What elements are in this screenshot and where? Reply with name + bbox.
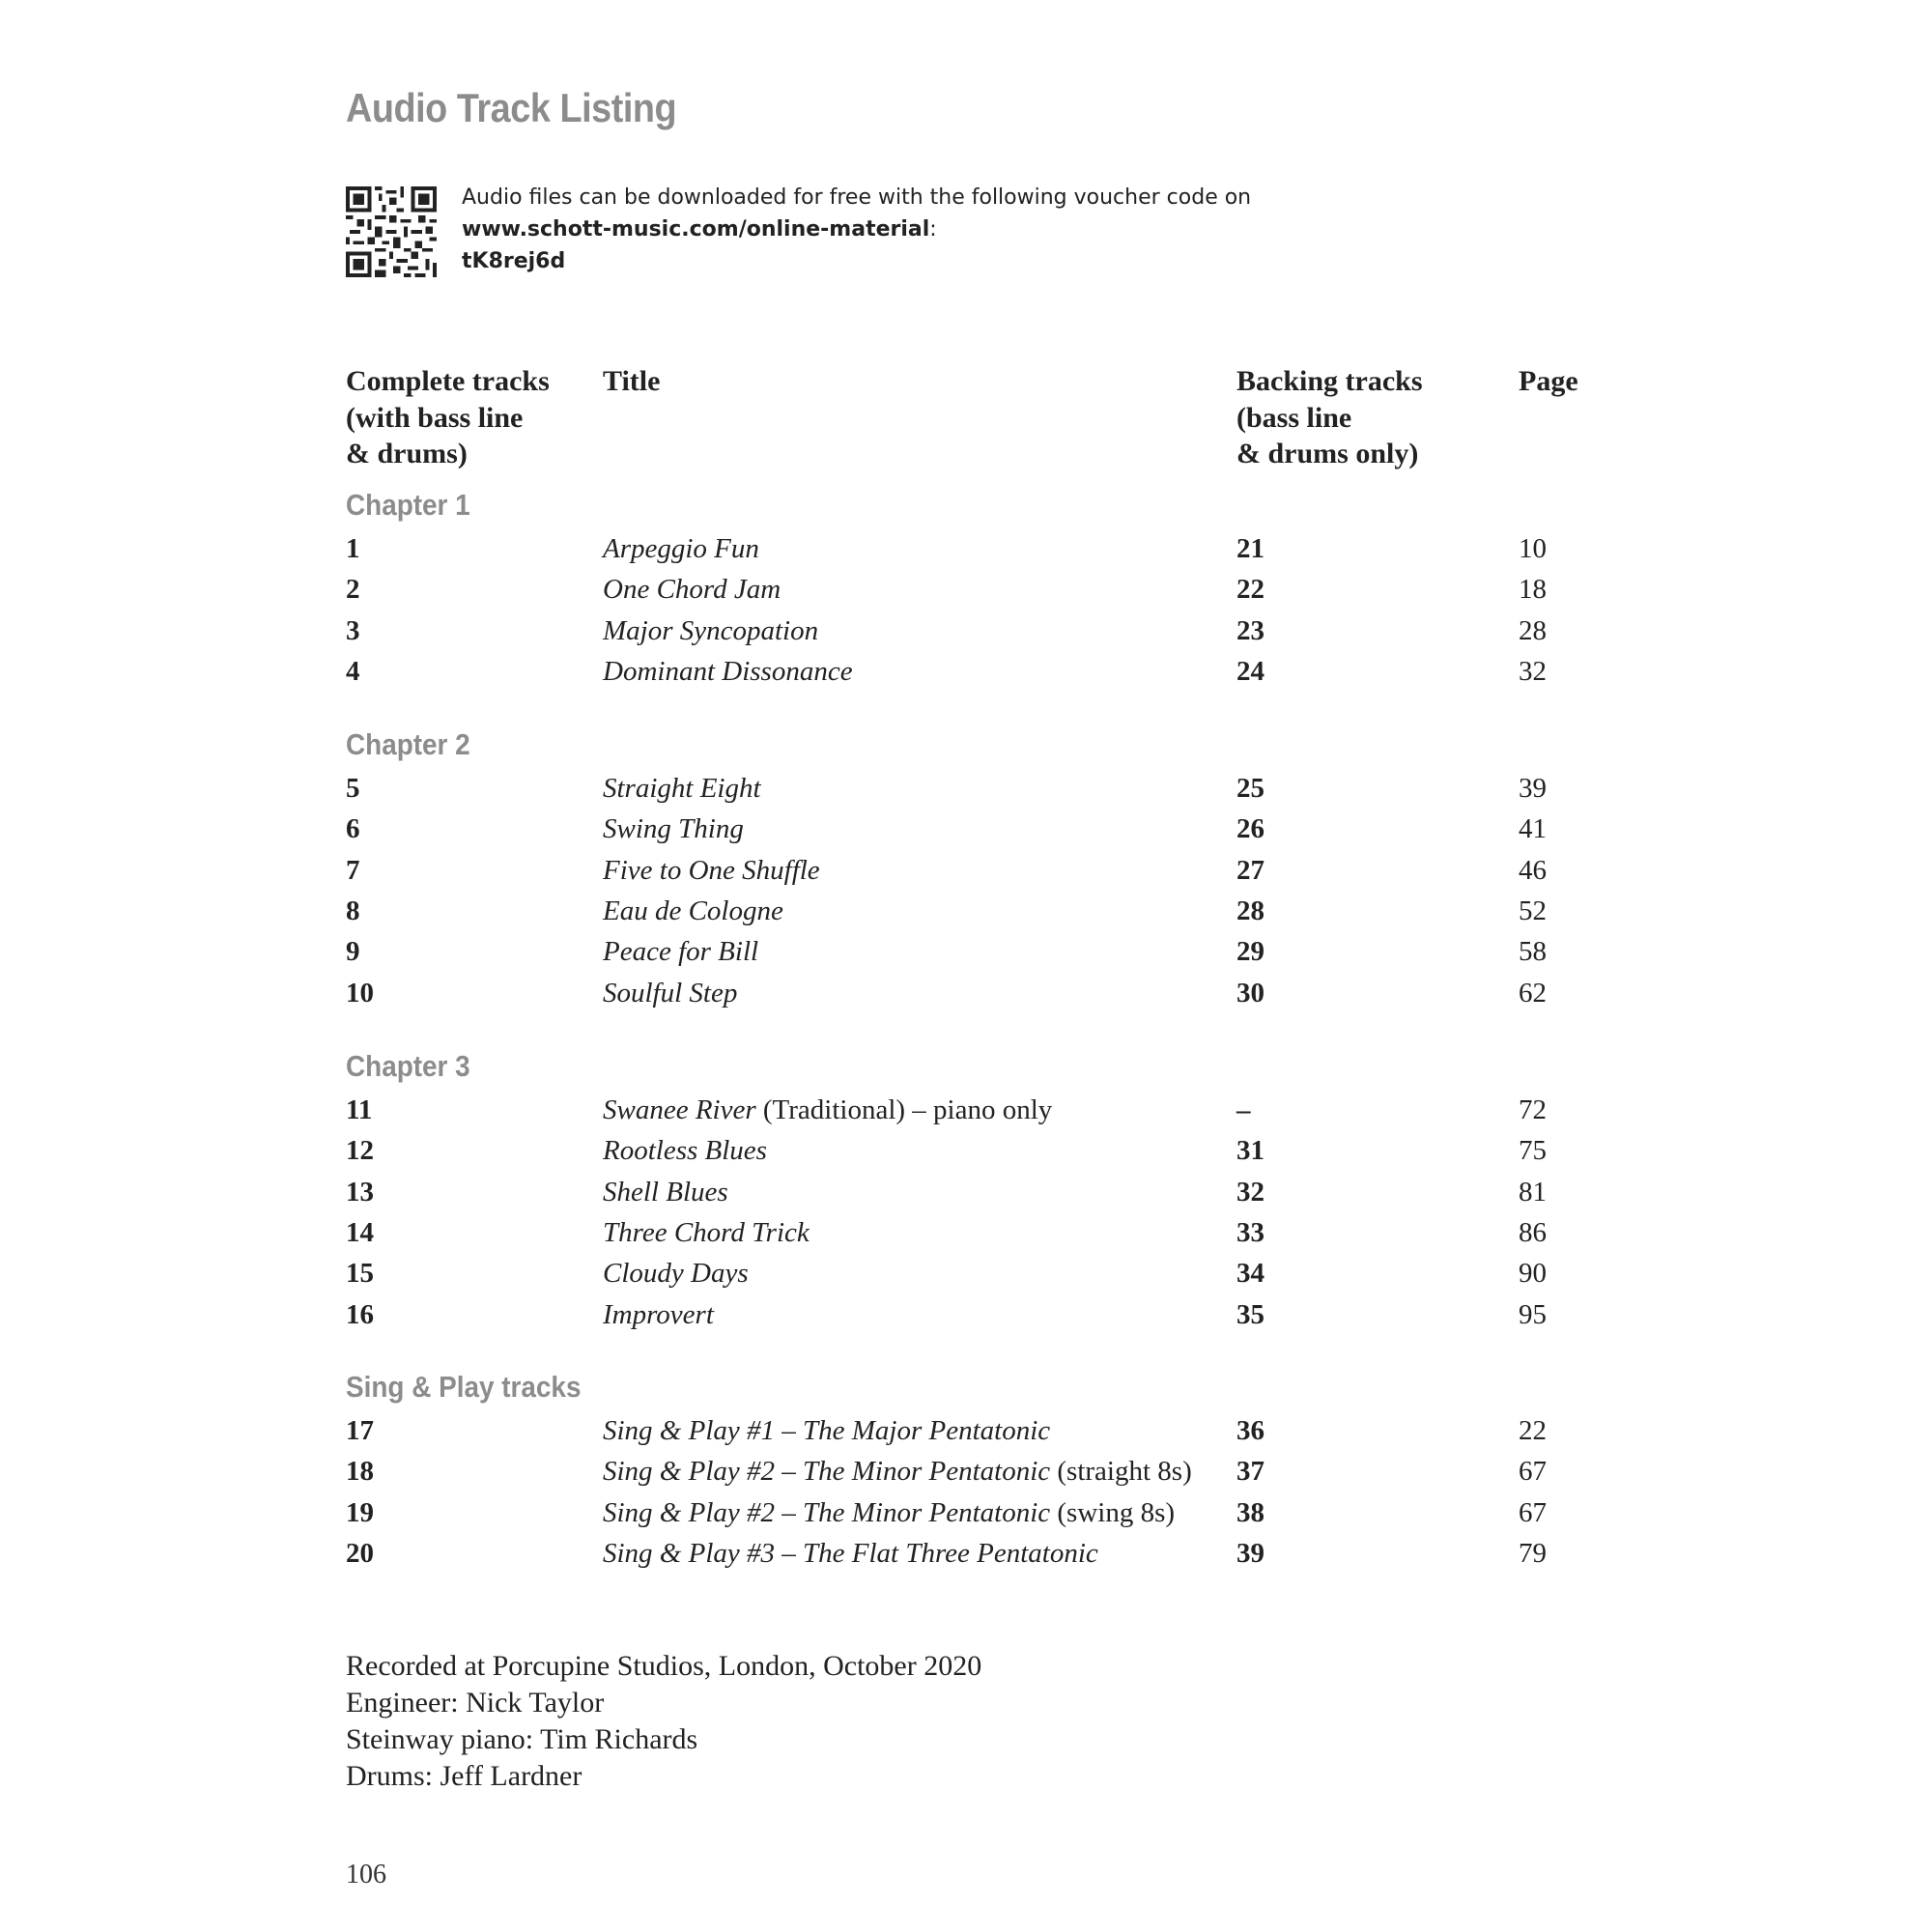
page-ref: 95 bbox=[1519, 1298, 1547, 1330]
page-ref: 18 bbox=[1519, 574, 1547, 606]
page-ref: 32 bbox=[1519, 655, 1547, 687]
backing-track-number: – bbox=[1236, 1094, 1251, 1125]
table-row bbox=[0, 1130, 1932, 1171]
track-title bbox=[603, 1130, 767, 1171]
page-ref: 72 bbox=[1519, 1094, 1547, 1125]
page-ref: 81 bbox=[1519, 1176, 1547, 1208]
track-title bbox=[603, 1090, 1052, 1130]
backing-track-number: 24 bbox=[1236, 655, 1264, 687]
track-title-name: Improvert bbox=[603, 1298, 714, 1330]
backing-track-number: 39 bbox=[1236, 1537, 1264, 1569]
page-ref: 10 bbox=[1519, 533, 1547, 564]
column-header-complete: Complete tracks (with bass line & drums) bbox=[346, 365, 550, 469]
track-title-name: Cloudy Days bbox=[603, 1258, 749, 1290]
credit-line: Steinway piano: Tim Richards bbox=[346, 1723, 698, 1755]
table-row bbox=[0, 1492, 1932, 1533]
section-heading: Sing & Play tracks bbox=[346, 1370, 582, 1404]
complete-track-number: 3 bbox=[346, 614, 360, 646]
backing-track-number: 36 bbox=[1236, 1415, 1264, 1446]
table-row bbox=[0, 809, 1932, 849]
track-title bbox=[603, 768, 761, 809]
table-row bbox=[0, 611, 1932, 651]
complete-track-number: 12 bbox=[346, 1135, 374, 1167]
track-title bbox=[603, 651, 853, 692]
table-row bbox=[0, 651, 1932, 692]
section-heading: Chapter 2 bbox=[346, 727, 470, 761]
backing-track-number: 31 bbox=[1236, 1135, 1264, 1167]
track-title-note: (Traditional) – piano only bbox=[755, 1094, 1053, 1125]
table-row bbox=[0, 1294, 1932, 1335]
page-number: 106 bbox=[346, 1860, 386, 1889]
column-header-page: Page bbox=[1519, 365, 1578, 397]
table-row bbox=[0, 1090, 1932, 1130]
track-title bbox=[603, 891, 783, 931]
page-ref: 52 bbox=[1519, 895, 1547, 926]
complete-track-number: 11 bbox=[346, 1094, 373, 1125]
backing-track-number: 21 bbox=[1236, 533, 1264, 564]
table-row bbox=[0, 1253, 1932, 1293]
complete-track-number: 7 bbox=[346, 854, 360, 886]
section-heading: Chapter 3 bbox=[346, 1049, 470, 1083]
track-title-name: One Chord Jam bbox=[603, 574, 781, 606]
page-ref: 75 bbox=[1519, 1135, 1547, 1167]
backing-track-number: 30 bbox=[1236, 977, 1264, 1009]
voucher-url-line: www.schott-music.com/online-material: bbox=[462, 217, 937, 242]
backing-track-number: 27 bbox=[1236, 854, 1264, 886]
track-title bbox=[603, 1533, 1098, 1574]
track-title-name: Soulful Step bbox=[603, 977, 738, 1009]
column-header-backing: Backing tracks (bass line & drums only) bbox=[1236, 365, 1423, 469]
page-ref: 79 bbox=[1519, 1537, 1547, 1569]
track-title bbox=[603, 569, 781, 610]
page-ref: 67 bbox=[1519, 1456, 1547, 1488]
track-title-name: Straight Eight bbox=[603, 773, 761, 804]
complete-track-number: 16 bbox=[346, 1298, 374, 1330]
page-ref: 58 bbox=[1519, 936, 1547, 968]
page-ref: 67 bbox=[1519, 1496, 1547, 1528]
credit-line: Engineer: Nick Taylor bbox=[346, 1687, 605, 1719]
page-ref: 90 bbox=[1519, 1258, 1547, 1290]
track-title bbox=[603, 809, 744, 849]
track-title-note: (swing 8s) bbox=[1050, 1496, 1176, 1528]
track-title bbox=[603, 931, 758, 972]
complete-track-number: 1 bbox=[346, 533, 360, 564]
complete-track-number: 18 bbox=[346, 1456, 374, 1488]
page-ref: 86 bbox=[1519, 1216, 1547, 1248]
track-title bbox=[603, 1410, 1050, 1451]
track-title-name: Sing & Play #3 – The Flat Three Pentatonic bbox=[603, 1537, 1098, 1569]
complete-track-number: 15 bbox=[346, 1258, 374, 1290]
table-row bbox=[0, 973, 1932, 1013]
page-ref: 39 bbox=[1519, 773, 1547, 804]
backing-track-number: 33 bbox=[1236, 1216, 1264, 1248]
track-title-name: Sing & Play #2 – The Minor Pentatonic bbox=[603, 1456, 1051, 1488]
table-row bbox=[0, 1172, 1932, 1212]
page-title: Audio Track Listing bbox=[346, 85, 677, 130]
qr-code-icon bbox=[346, 186, 437, 277]
track-title-name: Eau de Cologne bbox=[603, 895, 783, 926]
table-row bbox=[0, 1451, 1932, 1492]
complete-track-number: 6 bbox=[346, 813, 360, 845]
table-row bbox=[0, 931, 1932, 972]
page-ref: 28 bbox=[1519, 614, 1547, 646]
column-header-title: Title bbox=[603, 365, 661, 397]
track-title-name: Sing & Play #2 – The Minor Pentatonic bbox=[603, 1496, 1051, 1528]
track-title-name: Dominant Dissonance bbox=[603, 655, 853, 687]
backing-track-number: 29 bbox=[1236, 936, 1264, 968]
table-row bbox=[0, 891, 1932, 931]
credit-line: Drums: Jeff Lardner bbox=[346, 1760, 582, 1792]
voucher-text: Audio files can be downloaded for free with the following voucher code on bbox=[462, 185, 1252, 210]
page-ref: 46 bbox=[1519, 854, 1547, 886]
backing-track-number: 22 bbox=[1236, 574, 1264, 606]
table-row bbox=[0, 528, 1932, 569]
voucher-code: tK8rej6d bbox=[462, 249, 566, 273]
complete-track-number: 17 bbox=[346, 1415, 374, 1446]
complete-track-number: 9 bbox=[346, 936, 360, 968]
track-title-name: Arpeggio Fun bbox=[603, 533, 759, 564]
backing-track-number: 37 bbox=[1236, 1456, 1264, 1488]
credit-line: Recorded at Porcupine Studios, London, October 2020 bbox=[346, 1650, 982, 1682]
complete-track-number: 2 bbox=[346, 574, 360, 606]
table-row bbox=[0, 768, 1932, 809]
page-ref: 22 bbox=[1519, 1415, 1547, 1446]
track-title-name: Shell Blues bbox=[603, 1176, 728, 1208]
table-row bbox=[0, 1410, 1932, 1451]
track-title bbox=[603, 1492, 1175, 1533]
track-title bbox=[603, 1294, 714, 1335]
track-title-name: Five to One Shuffle bbox=[603, 854, 820, 886]
backing-track-number: 38 bbox=[1236, 1496, 1264, 1528]
track-title bbox=[603, 1253, 749, 1293]
page-ref: 62 bbox=[1519, 977, 1547, 1009]
complete-track-number: 10 bbox=[346, 977, 374, 1009]
table-row bbox=[0, 850, 1932, 891]
complete-track-number: 20 bbox=[346, 1537, 374, 1569]
table-row bbox=[0, 1533, 1932, 1574]
backing-track-number: 26 bbox=[1236, 813, 1264, 845]
credits bbox=[346, 1648, 981, 1795]
backing-track-number: 23 bbox=[1236, 614, 1264, 646]
table-row bbox=[0, 1212, 1932, 1253]
complete-track-number: 14 bbox=[346, 1216, 374, 1248]
voucher-info bbox=[462, 182, 1251, 277]
backing-track-number: 25 bbox=[1236, 773, 1264, 804]
backing-track-number: 28 bbox=[1236, 895, 1264, 926]
track-title bbox=[603, 973, 737, 1013]
track-title bbox=[603, 528, 759, 569]
complete-track-number: 13 bbox=[346, 1176, 374, 1208]
track-title-name: Major Syncopation bbox=[603, 614, 819, 646]
track-title-name: Swing Thing bbox=[603, 813, 744, 845]
backing-track-number: 35 bbox=[1236, 1298, 1264, 1330]
complete-track-number: 4 bbox=[346, 655, 360, 687]
table-row bbox=[0, 569, 1932, 610]
complete-track-number: 5 bbox=[346, 773, 360, 804]
track-title bbox=[603, 1172, 728, 1212]
section-heading: Chapter 1 bbox=[346, 488, 470, 522]
track-title bbox=[603, 850, 820, 891]
backing-track-number: 32 bbox=[1236, 1176, 1264, 1208]
track-title-name: Three Chord Trick bbox=[603, 1216, 810, 1248]
page-ref: 41 bbox=[1519, 813, 1547, 845]
track-title bbox=[603, 1212, 810, 1253]
track-title-name: Rootless Blues bbox=[603, 1135, 767, 1167]
track-title bbox=[603, 1451, 1192, 1492]
voucher-url[interactable]: www.schott-music.com/online-material bbox=[462, 217, 930, 242]
track-title bbox=[603, 611, 818, 651]
complete-track-number: 8 bbox=[346, 895, 360, 926]
track-title-note: (straight 8s) bbox=[1050, 1456, 1192, 1488]
complete-track-number: 19 bbox=[346, 1496, 374, 1528]
backing-track-number: 34 bbox=[1236, 1258, 1264, 1290]
track-title-name: Peace for Bill bbox=[603, 936, 759, 968]
track-title-name: Swanee River bbox=[603, 1094, 756, 1125]
track-title-name: Sing & Play #1 – The Major Pentatonic bbox=[603, 1415, 1051, 1446]
